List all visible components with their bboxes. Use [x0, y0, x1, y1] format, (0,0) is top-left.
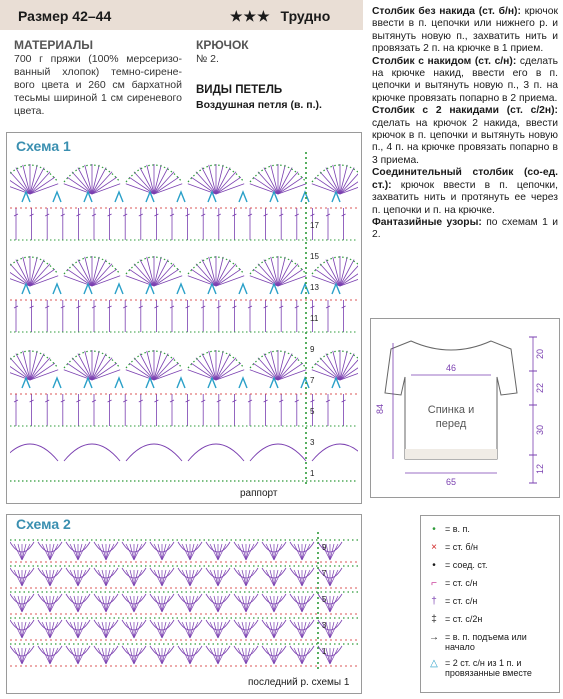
- row-number: 3: [310, 438, 315, 447]
- chain-stitch-icon: •: [432, 524, 436, 535]
- row-number: 5: [322, 595, 327, 604]
- arrow-icon: →: [429, 632, 439, 643]
- instruction-item: Столбик с 2 накидами (ст. с/2н): сделать на крючок 2 накида, ввести крючок в п. цепочки и вытянуть новую п., 4 п. на крючке провязать попарно в 3 приема.: [372, 105, 558, 166]
- legend-item-dc2: † = ст. с/н: [427, 596, 477, 607]
- cluster-stitch: [53, 284, 61, 294]
- rapport-label: раппорт: [240, 488, 278, 499]
- legend-item-tr: ‡ = ст. с/2н: [427, 614, 482, 625]
- instructions-column: [372, 6, 558, 242]
- fan-stitch: [10, 177, 30, 194]
- size-title: Размер 42–44: [18, 8, 112, 24]
- garment-label-line2: перед: [435, 418, 467, 430]
- legend-frame: [420, 515, 560, 693]
- garment-seg-20: 20: [535, 348, 545, 360]
- hook-title: КРЮЧОК: [196, 38, 249, 52]
- row-number: 9: [322, 543, 327, 552]
- cluster-icon: △: [430, 658, 438, 669]
- row-number: 7: [310, 376, 315, 385]
- garment-diagram: [371, 319, 559, 497]
- instruction-item: Столбик без накида (ст. б/н): крючок ввести в п. цепочки или нижнего р. и вытянуть новую п., захватить нить и провязать 2 п. на крючке в 1 прием.: [372, 6, 558, 55]
- row-number: 7: [322, 569, 327, 578]
- cluster-stitch: [177, 284, 185, 294]
- cluster-stitch: [239, 284, 247, 294]
- slip-stitch-icon: •: [432, 560, 436, 571]
- row-number: 17: [310, 221, 319, 230]
- legend-item-slip: • = соед. ст.: [427, 560, 488, 571]
- cluster-stitch: [115, 284, 123, 294]
- difficulty-label: Трудно: [280, 8, 331, 24]
- instruction-item: Столбик с накидом (ст. с/н): сделать на крючке накид, ввести его в п. цепочки и вытянуть новую п., 3 п. на крючке провязать попарно в 2 приема.: [372, 55, 558, 104]
- row-number: 1: [310, 469, 315, 478]
- row-number: 11: [310, 314, 319, 323]
- hook-value: № 2.: [196, 53, 219, 65]
- row-number: 5: [310, 407, 315, 416]
- base-arc: [312, 444, 358, 461]
- row-number: 13: [310, 283, 319, 292]
- cluster-stitch: [177, 378, 185, 388]
- garment-seg-12: 12: [535, 463, 545, 475]
- fan-stitch: [10, 269, 30, 286]
- cluster-stitch: [239, 192, 247, 202]
- stitch-types-title: ВИДЫ ПЕТЕЛЬ: [196, 84, 283, 96]
- schema2-label: Схема 2: [16, 516, 71, 532]
- instruction-item: Фантазийные узоры: по схемам 1 и 2.: [372, 216, 558, 241]
- garment-width-top: 46: [445, 363, 457, 373]
- single-crochet-icon: ×: [431, 542, 437, 553]
- row-number: 3: [322, 621, 327, 630]
- garment-width-bottom: 65: [445, 477, 457, 487]
- cluster-stitch: [115, 378, 123, 388]
- schema1-label: Схема 1: [16, 138, 71, 154]
- cluster-stitch: [301, 378, 309, 388]
- garment-height-total: 84: [375, 403, 385, 415]
- legend-item-turning: → = в. п. подъема или начало: [429, 632, 527, 652]
- row-number: 1: [322, 647, 327, 656]
- base-arc: [64, 444, 120, 461]
- schema1-diagram: [10, 152, 358, 487]
- row-number: 15: [310, 252, 319, 261]
- base-arc: [188, 444, 244, 461]
- materials-title: МАТЕРИАЛЫ: [14, 38, 94, 52]
- legend-item-cluster: △ = 2 ст. с/н из 1 п. и провязанные вместе: [427, 658, 557, 678]
- difficulty-rating: [230, 8, 330, 25]
- garment-seg-22: 22: [535, 382, 545, 394]
- legend-item-chain: • = в. п.: [427, 524, 470, 535]
- garment-label-line1: Спинка и: [427, 404, 475, 416]
- cluster-stitch: [239, 378, 247, 388]
- treble-crochet-icon: ‡: [431, 614, 437, 625]
- cluster-stitch: [53, 378, 61, 388]
- cluster-stitch: [177, 192, 185, 202]
- instruction-item: Соединительный столбик (со-ед. ст.): крючок ввести в п. цепочки, захватить нить и протянуть ее через п. цепочки и п. на крючке.: [372, 167, 558, 216]
- fan-stitch: [10, 363, 30, 380]
- garment-outline: [385, 341, 517, 459]
- base-arc: [250, 444, 306, 461]
- cluster-stitch: [301, 192, 309, 202]
- schema2-diagram: [10, 532, 358, 672]
- legend-item-sc: × = ст. б/н: [427, 542, 478, 553]
- legend-item-dc1: ⌐ = ст. с/н: [427, 578, 477, 589]
- row-number: 9: [310, 345, 315, 354]
- materials-text: 700 г пряжи (100% мерсеризо-ванный хлопок) темно-сирене-вого цвета и 260 см бархатной тесьмы шириной 1 см сиреневого цвета.: [14, 53, 182, 117]
- last-row-label: последний р. схемы 1: [248, 677, 350, 688]
- difficulty-stars: ★★★: [230, 8, 271, 24]
- cluster-stitch: [53, 192, 61, 202]
- stitch-chain-definition: Воздушная петля (в. п.).: [196, 99, 322, 111]
- double-crochet-icon: ⌐: [431, 578, 437, 589]
- base-arc: [126, 444, 182, 461]
- cluster-stitch: [115, 192, 123, 202]
- base-arc: [10, 444, 58, 461]
- cluster-stitch: [301, 284, 309, 294]
- double-crochet-purple-icon: †: [431, 596, 437, 607]
- garment-seg-30: 30: [535, 424, 545, 436]
